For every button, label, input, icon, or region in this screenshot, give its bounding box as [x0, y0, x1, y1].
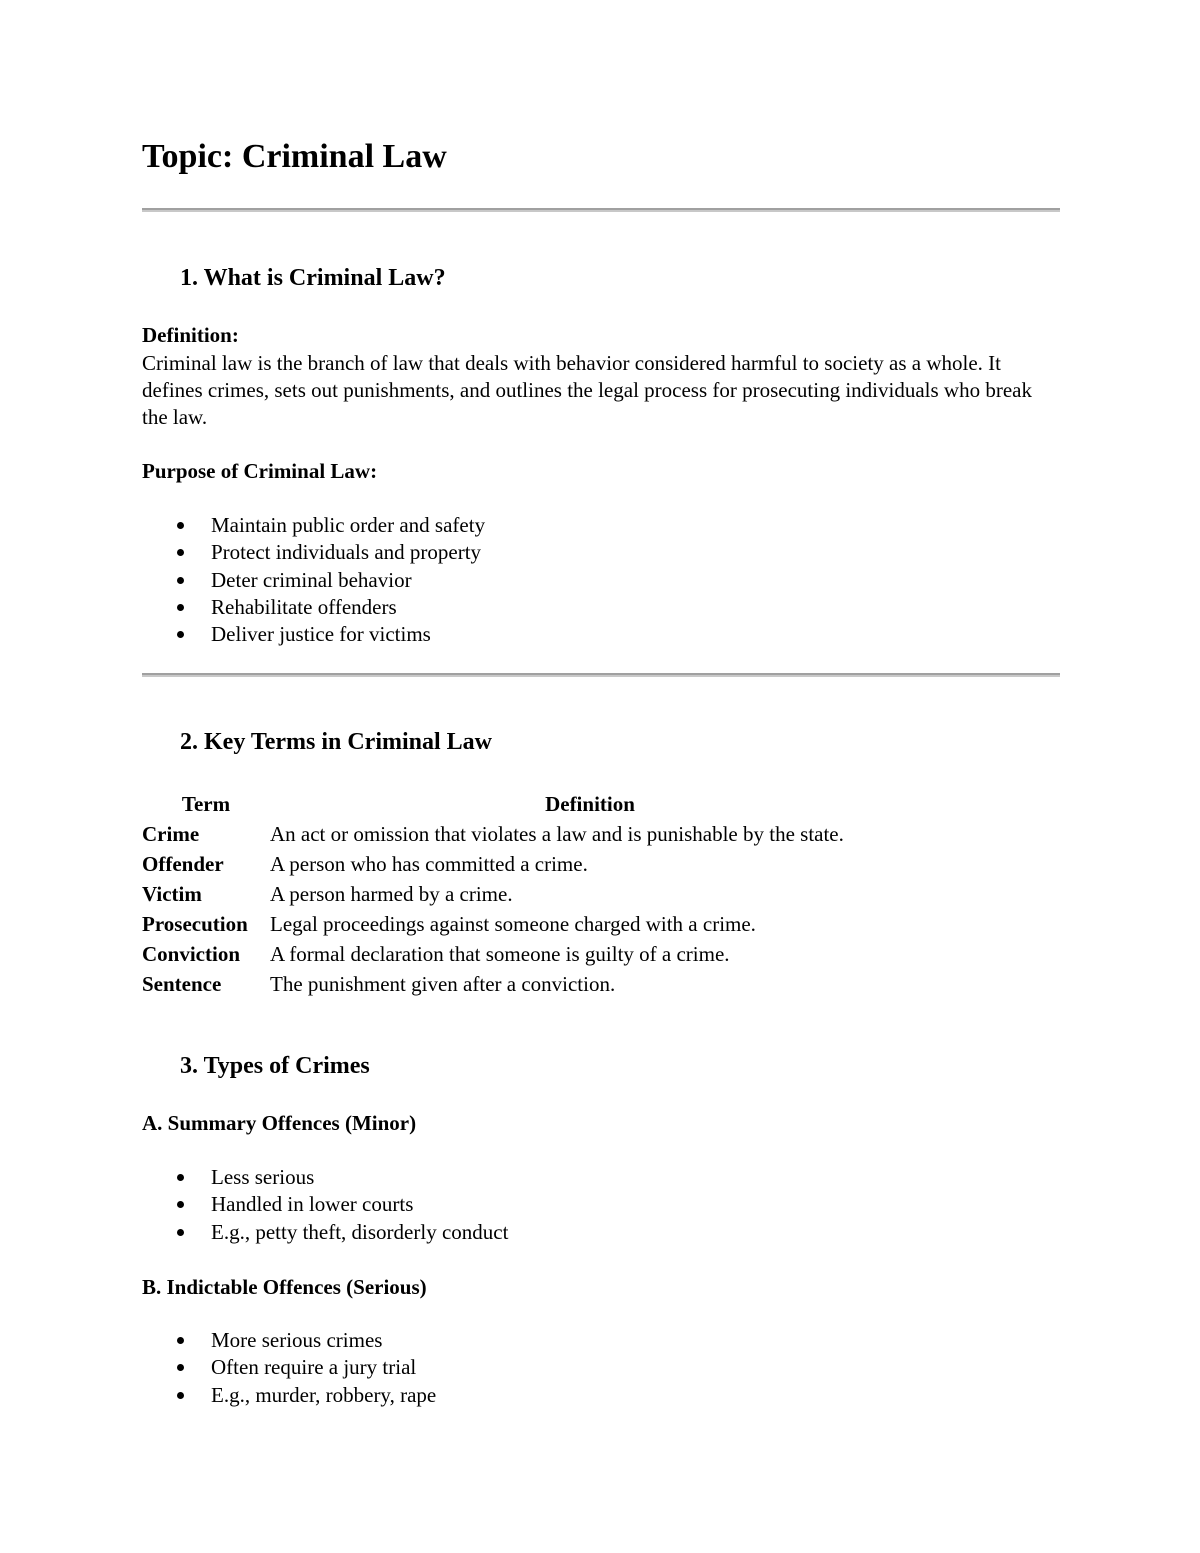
definition-cell: A person harmed by a crime.	[270, 881, 513, 906]
definition-cell: An act or omission that violates a law and is punishable by the state.	[270, 821, 844, 846]
section-3-heading: 3. Types of Crimes	[180, 1053, 370, 1079]
purpose-label: Purpose of Criminal Law:	[142, 459, 378, 483]
list-item: Often require a jury trial	[142, 1354, 436, 1381]
bullet-icon	[177, 577, 184, 584]
bullet-icon	[177, 549, 184, 556]
table-row	[142, 909, 910, 939]
indictable-offences-label: B. Indictable Offences (Serious)	[142, 1275, 427, 1299]
term-cell: Conviction	[142, 941, 241, 966]
list-item: More serious crimes	[142, 1327, 436, 1354]
summary-offences-list	[142, 1164, 508, 1246]
bullet-icon	[177, 1174, 184, 1181]
term-cell: Prosecution	[142, 911, 248, 936]
list-item: E.g., petty theft, disorderly conduct	[142, 1219, 508, 1246]
term-cell: Sentence	[142, 971, 222, 996]
table-row	[142, 969, 910, 999]
bullet-icon	[177, 1337, 184, 1344]
table-row	[142, 939, 910, 969]
section-1-heading: 1. What is Criminal Law?	[180, 265, 446, 291]
table-row	[142, 849, 910, 879]
table-header-row	[142, 789, 910, 819]
list-item: E.g., murder, robbery, rape	[142, 1382, 436, 1409]
summary-offences-label: A. Summary Offences (Minor)	[142, 1111, 417, 1135]
term-cell: Crime	[142, 821, 200, 846]
list-item: Maintain public order and safety	[142, 512, 485, 539]
definition-cell: The punishment given after a conviction.	[270, 971, 616, 996]
key-terms-table	[142, 789, 910, 999]
table-row	[142, 879, 910, 909]
definition-cell: Legal proceedings against someone charged with a crime.	[270, 911, 756, 936]
indictable-offences-list	[142, 1327, 436, 1409]
term-cell: Offender	[142, 851, 224, 876]
page-title: Topic: Criminal Law	[142, 138, 447, 175]
purpose-list	[142, 512, 485, 648]
horizontal-rule	[142, 673, 1060, 677]
list-item: Protect individuals and property	[142, 539, 485, 566]
list-item: Rehabilitate offenders	[142, 594, 485, 621]
bullet-icon	[177, 604, 184, 611]
bullet-icon	[177, 522, 184, 529]
section-2-heading: 2. Key Terms in Criminal Law	[180, 729, 493, 755]
bullet-icon	[177, 1229, 184, 1236]
bullet-icon	[177, 1392, 184, 1399]
list-item: Handled in lower courts	[142, 1191, 508, 1218]
bullet-icon	[177, 1364, 184, 1371]
definition-cell: A formal declaration that someone is guilty of a crime.	[270, 941, 730, 966]
definition-cell: A person who has committed a crime.	[270, 851, 588, 876]
list-item: Deter criminal behavior	[142, 567, 485, 594]
column-header-term: Term	[181, 791, 231, 816]
table-row	[142, 819, 910, 849]
column-header-definition: Definition	[545, 791, 635, 816]
definition-label: Definition:	[142, 323, 239, 347]
bullet-icon	[177, 631, 184, 638]
bullet-icon	[177, 1201, 184, 1208]
definition-text: Criminal law is the branch of law that deals with behavior considered harmful to society as a whole. It defines crimes, sets out punishments, and outlines the legal process for prosecuting individuals who break the law.	[142, 351, 1032, 429]
term-cell: Victim	[142, 881, 202, 906]
list-item: Deliver justice for victims	[142, 621, 485, 648]
horizontal-rule	[142, 208, 1060, 212]
list-item: Less serious	[142, 1164, 508, 1191]
